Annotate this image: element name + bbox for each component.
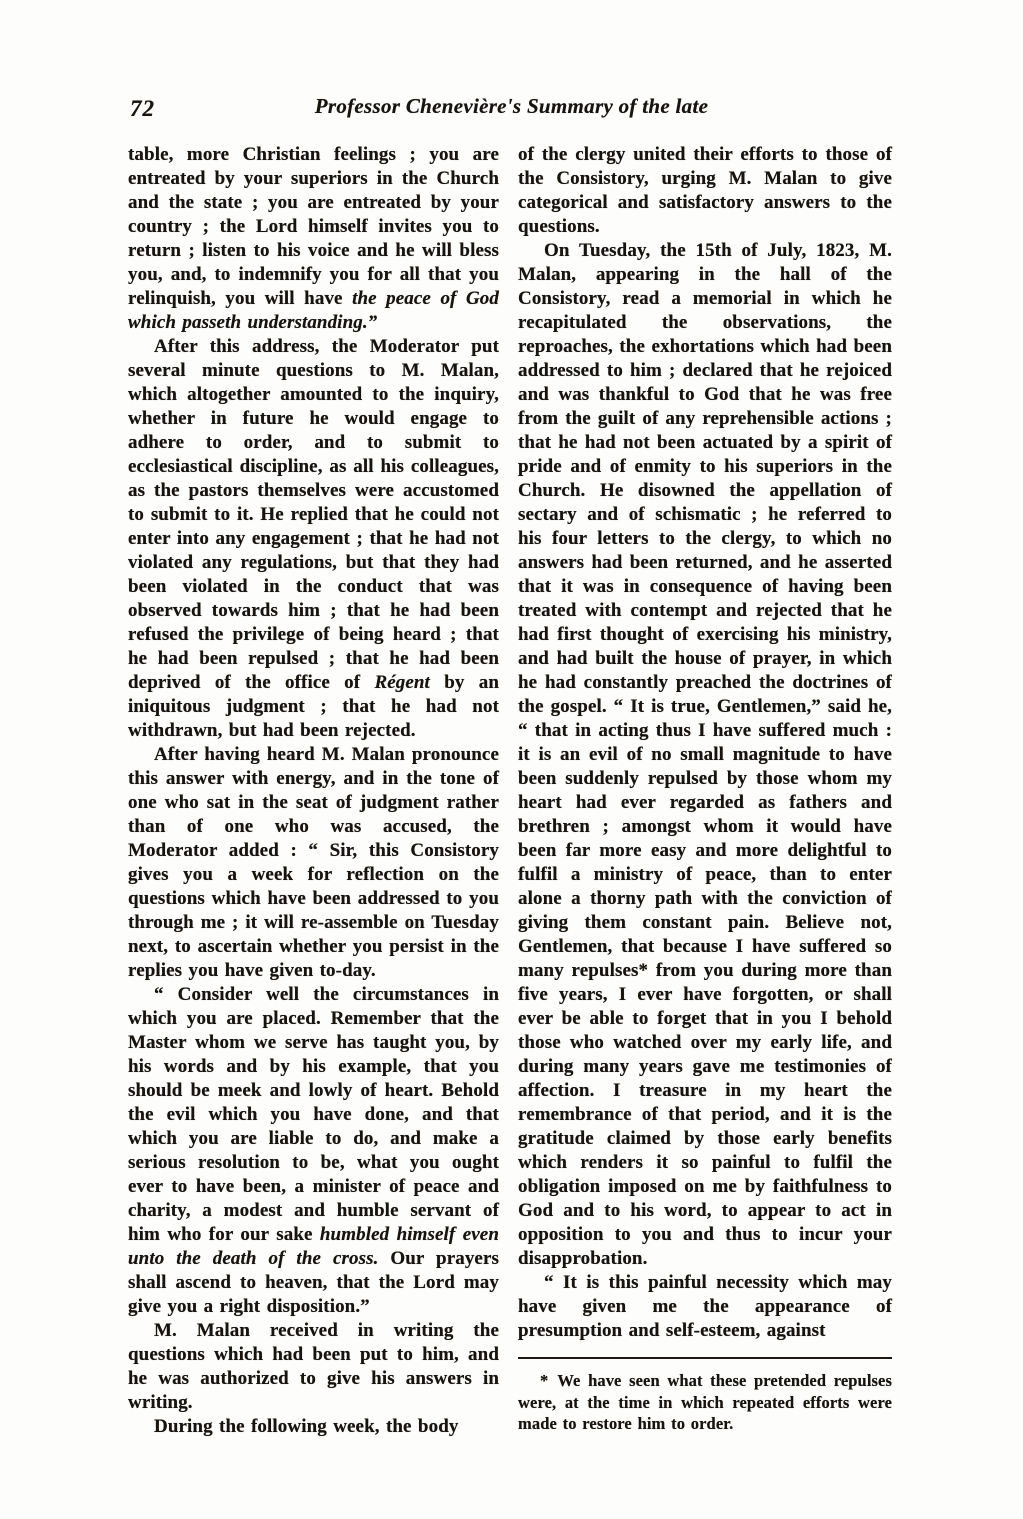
footnote <box>518 1370 892 1435</box>
text-run: by an iniquitous judgment ; that he had not withdrawn, but had been rejected. <box>128 672 499 741</box>
paragraph: On Tuesday, the 15th of July, 1823, M. Malan, appearing in the hall of the Consistory, read a memorial in which he recapitulated the observations, the reproaches, the exhortations which had been addressed to him ; declared that he rejoiced and was thankful to God that he was free from the guilt of any reprehensible actions ; that he had not been actuated by a spirit of pride and of enmity to his superiors in the Church. He disowned the appellation of sectary and of schismatic ; he referred to his four letters to the clergy, to which no answers had been returned, and he asserted that it was in consequence of having been treated with contempt and rejected that he had first thought of exercising his ministry, and had built the house of prayer, in which he had constantly preached the doctrines of the gospel. “ It is true, Gentlemen,” said he, “ that in acting thus I have suffered much : it is an evil of no small magnitude to have been suddenly repulsed by those whom my heart had ever regarded as fathers and brethren ; amongst whom it would have been far more easy and more delightful to fulfil a ministry of peace, than to enter alone a thorny path with the conviction of giving them constant pain. Believe not, Gentlemen, that because I have suffered so many repulses* from you during more than five years, I ever have forgotten, or shall ever be able to forget that in you I behold those who watched over my early life, and during many years gave me testimonies of affection. I treasure in my heart the remembrance of that period, and it is the gratitude claimed by those early benefits which renders it so painful to fulfil the obligation imposed on me by faithfulness to God and to his word, to appear to act in opposition to you and thus to incur your disapprobation. <box>518 240 892 1269</box>
paragraph: During the following week, the body <box>154 1416 459 1437</box>
footnote-divider <box>518 1357 892 1359</box>
paragraph: M. Malan received in writing the questions which had been put to him, and he was authorized to give his answers in writing. <box>128 1320 499 1413</box>
paragraph: of the clergy united their efforts to those of the Consistory, urging M. Malan to give categorical and satisfactory answers to the questions. <box>518 144 892 237</box>
italic-run: humbled himself even unto the death of the cross. <box>128 1224 499 1269</box>
right-column <box>518 143 892 1435</box>
footnote-marker: * <box>540 1371 549 1390</box>
running-head-title: Professor Chenevière's Summary of the late <box>314 94 709 118</box>
paragraph: After having heard M. Malan pronounce this answer with energy, and in the tone of one who sat in the seat of judgment rather than of one who was accused, the Moderator added : “ Sir, this Consistory gives you a week for reflection on the questions which have been addressed to you through me ; it will re-assemble on Tuesday next, to ascertain whether you persist in the replies you have given to-day. <box>128 744 499 981</box>
paragraph <box>128 335 499 743</box>
italic-run: Régent <box>374 672 430 693</box>
footnote-text: We have seen what these pretended repulses were, at the time in which repeated efforts were made to restore him to order. <box>518 1371 892 1433</box>
paragraph <box>128 983 499 1319</box>
left-column <box>128 143 499 1439</box>
page-header <box>0 94 1023 119</box>
text-run: Our prayers shall ascend to heaven, that the Lord may give you a right disposition.” <box>128 1248 499 1317</box>
text-run: After this address, the Moderator put several minute questions to M. Malan, which altogether amounted to the inquiry, whether in future he would engage to adhere to order, and to submit to ecclesiastical discipline, as all his colleagues, as the pastors themselves were accustomed to submit to it. He replied that he could not enter into any engagement ; that he had not violated any regulations, but that they had been violated in the conduct that was observed towards him ; that he had been refused the privilege of being heard ; that he had been repulsed ; that he had been deprived of the office of <box>128 336 499 693</box>
paragraph: “ It is this painful necessity which may have given me the appearance of presumption and self-esteem, against <box>518 1272 892 1341</box>
paragraph <box>128 143 499 335</box>
text-run: table, more Christian feelings ; you are entreated by your superiors in the Church and the state ; you are entreated by your country ; the Lord himself invites you to return ; listen to his voice and he will bless you, and, to indemnify you for all that you relinquish, you will have <box>128 144 499 309</box>
page-number: 72 <box>130 96 155 121</box>
italic-run: the peace of God which passeth understanding.” <box>128 288 499 333</box>
text-run: “ Consider well the circumstances in which you are placed. Remember that the Master whom we serve has taught you, by his words and by his example, that you should be meek and lowly of heart. Behold the evil which you have done, and that which you are liable to do, and make a serious resolution to be, what you ought ever to have been, a minister of peace and charity, a modest and humble servant of him who for our sake <box>128 984 499 1245</box>
